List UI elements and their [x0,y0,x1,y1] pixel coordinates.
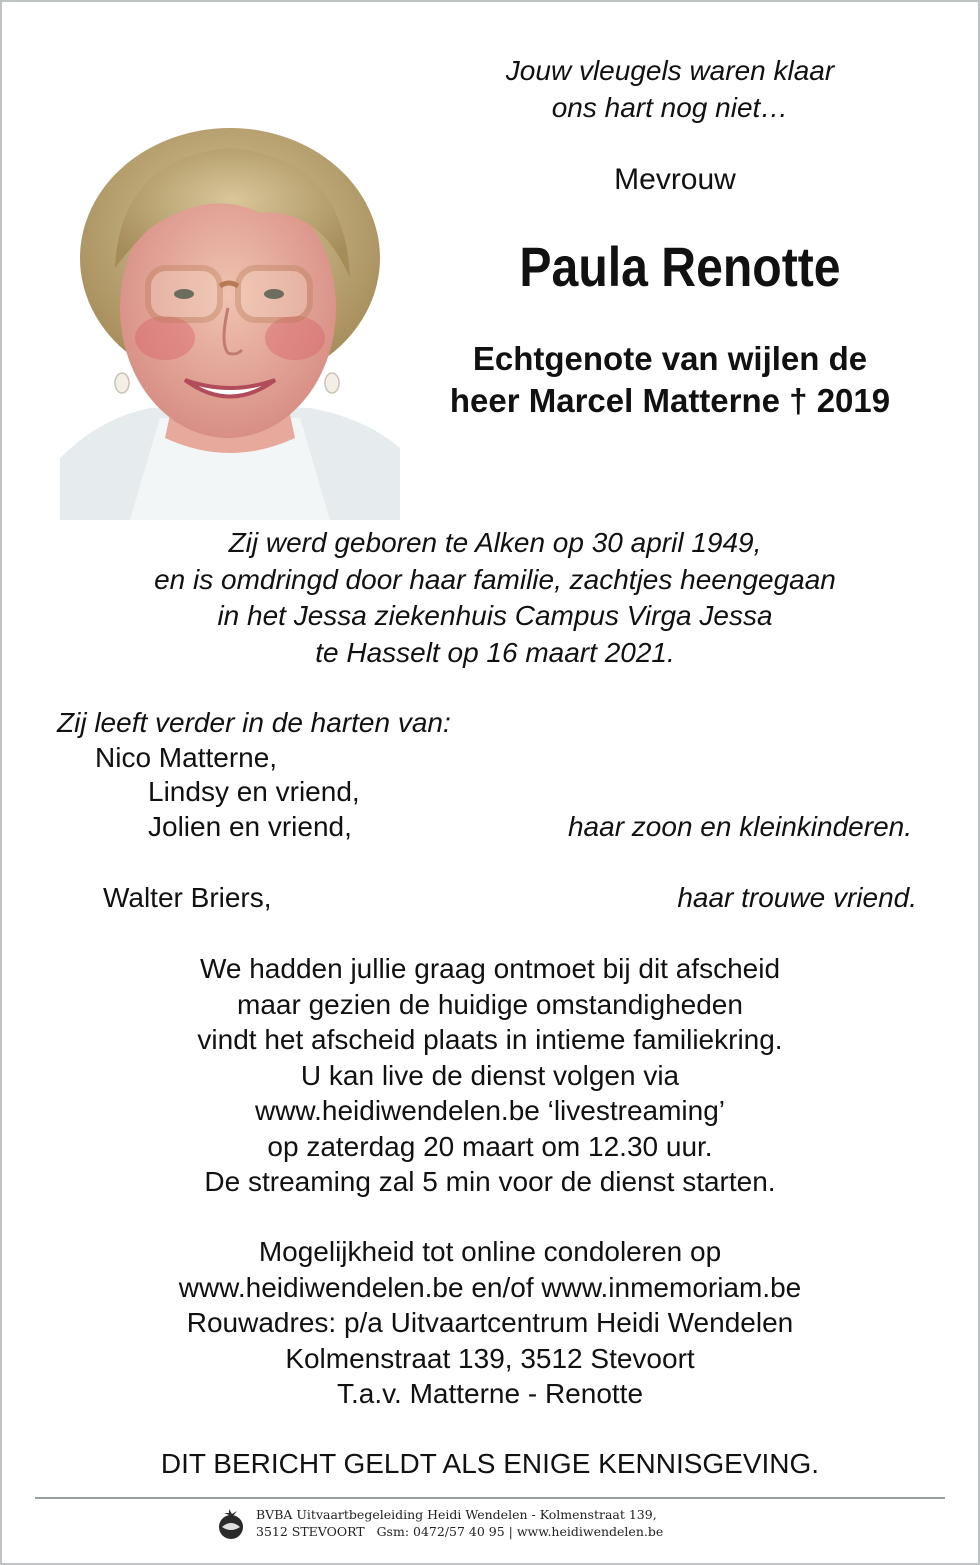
motto-line-2: ons hart nog niet… [551,92,789,123]
condolence-line: Kolmenstraat 139, 3512 Stevoort [285,1342,695,1374]
condolence-line: Mogelijkheid tot online condoleren op [258,1236,722,1267]
birth-death-line: en is omdringd door haar familie, zachtjes heengegaan [154,563,836,595]
service-line: maar gezien de huidige omstandigheden [237,988,743,1020]
notice: DIT BERICHT GELDT ALS ENIGE KENNISGEVING. [160,1448,820,1479]
birth-death-line: te Hasselt op 16 maart 2021. [315,636,675,668]
condolence-line: www.heidiwendelen.be en/of www.inmemoriam.be [178,1271,802,1303]
service-line: De streaming zal 5 min voor de dienst starten. [204,1166,776,1197]
motto [440,52,900,126]
survivor-name: Lindsy en vriend, [148,776,360,807]
footer-line-2: 3512 STEVOORT Gsm: 0472/57 40 95 | www.heidiwendelen.be [256,1524,664,1539]
service-line: We hadden jullie graag ontmoet bij dit afscheid [199,953,781,984]
dove-globe-icon [215,1505,247,1541]
motto-line-1: Jouw vleugels waren klaar [505,55,835,86]
survivors-intro: Zij leeft verder in de harten van: [57,707,451,738]
friend-name: Walter Briers, [103,882,272,913]
friend-relation: haar trouwe vriend. [677,882,917,913]
footer-text [256,1506,756,1540]
condolence-line: Rouwadres: p/a Uitvaartcentrum Heidi Wendelen [186,1307,794,1338]
spouse-info [410,338,930,422]
birth-death-line: Zij werd geboren te Alken op 30 april 1949, [228,527,762,558]
service-line: www.heidiwendelen.be ‘livestreaming’ [254,1095,726,1126]
birth-death-line: in het Jessa ziekenhuis Campus Virga Jessa [217,600,773,631]
condolence-info [40,1234,940,1412]
service-line: op zaterdag 20 maart om 12.30 uur. [267,1130,713,1162]
honorific: Mevrouw [614,163,736,196]
condolence-line: T.a.v. Matterne - Renotte [336,1378,644,1409]
deceased-name: Paula Renotte [519,235,841,298]
footer-line-1: BVBA Uitvaartbegeleiding Heidi Wendelen - Kolmenstraat 139, [256,1507,657,1522]
survivor-name: Jolien en vriend, [148,811,352,842]
portrait-photo [60,118,400,520]
survivor-name: Nico Matterne, [95,742,278,773]
spouse-line-1: Echtgenote van wijlen de [472,340,868,377]
service-line: U kan live de dienst volgen via [300,1059,680,1091]
service-info [40,951,940,1200]
survivor-relation: haar zoon en kleinkinderen. [567,811,912,842]
footer-divider [35,1497,945,1499]
service-line: vindt het afscheid plaats in intieme familiekring. [197,1024,783,1055]
birth-death-block [40,525,950,671]
spouse-line-2: heer Marcel Matterne † 2019 [449,382,891,419]
